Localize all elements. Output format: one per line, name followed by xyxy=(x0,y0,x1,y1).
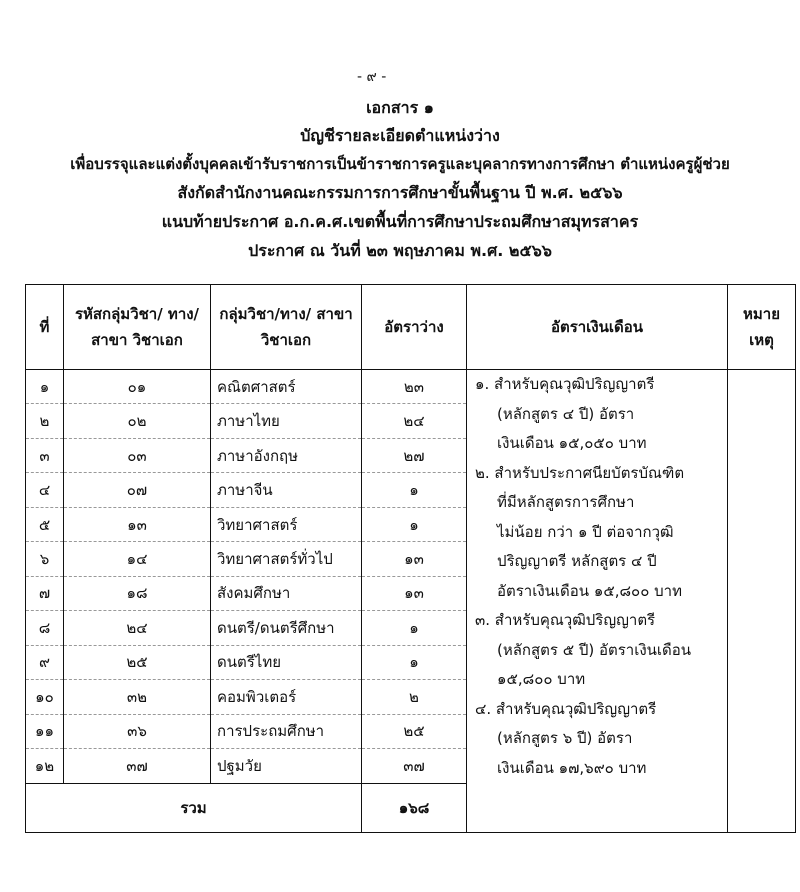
total-remark-empty xyxy=(728,783,796,832)
cell-no: ๗ xyxy=(26,576,64,610)
cell-group: ดนตรีไทย xyxy=(211,645,362,679)
cell-no: ๖ xyxy=(26,542,64,576)
cell-rate: ๑ xyxy=(362,507,467,541)
salary-line: ไม่น้อย กว่า ๑ ปี ต่อจากวุฒิ xyxy=(497,522,674,541)
cell-rate: ๑๓ xyxy=(362,542,467,576)
cell-group: คอมพิวเตอร์ xyxy=(211,680,362,714)
cell-code: ๐๓ xyxy=(64,438,211,472)
cell-rate: ๒๗ xyxy=(362,438,467,472)
cell-no: ๒ xyxy=(26,404,64,438)
cell-rate: ๑ xyxy=(362,645,467,679)
header-group: กลุ่มวิชา/ทาง/ สาขาวิชาเอก xyxy=(211,285,362,370)
salary-line: อัตราเงินเดือน ๑๕,๘๐๐ บาท xyxy=(497,581,682,600)
cell-group: ดนตรี/ดนตรีศึกษา xyxy=(211,611,362,645)
cell-group: ภาษาไทย xyxy=(211,404,362,438)
salary-line: (หลักสูตร ๔ ปี) อัตรา xyxy=(497,404,635,423)
remark-cell xyxy=(728,370,796,784)
total-value: ๑๖๘ xyxy=(362,783,467,832)
salary-line: ปริญญาตรี หลักสูตร ๔ ปี xyxy=(497,552,657,570)
header-no: ที่ xyxy=(26,285,64,370)
cell-group: ภาษาอังกฤษ xyxy=(211,438,362,472)
cell-code: ๑๔ xyxy=(64,542,211,576)
salary-line: ๑. สำหรับคุณวุฒิปริญญาตรี xyxy=(475,375,655,393)
header-salary: อัตราเงินเดือน xyxy=(467,285,728,370)
cell-group: ปฐมวัย xyxy=(211,748,362,783)
salary-line: ที่มีหลักสูตรการศึกษา xyxy=(497,493,635,511)
cell-rate: ๒๔ xyxy=(362,404,467,438)
salary-cell xyxy=(467,370,728,784)
salary-line: ๔. สำหรับคุณวุฒิปริญญาตรี xyxy=(475,699,657,718)
cell-no: ๘ xyxy=(26,611,64,645)
cell-no: ๓ xyxy=(26,438,64,472)
cell-rate: ๒ xyxy=(362,680,467,714)
cell-no: ๑๑ xyxy=(26,714,64,748)
salary-line: เงินเดือน ๑๗,๖๙๐ บาท xyxy=(497,758,647,777)
cell-group: คณิตศาสตร์ xyxy=(211,370,362,404)
heading-line-4: สังกัดสำนักงานคณะกรรมการการศึกษาขั้นพื้นฐาน ปี พ.ศ. ๒๕๖๖ xyxy=(177,183,623,202)
cell-code: ๒๔ xyxy=(64,611,211,645)
cell-code: ๒๕ xyxy=(64,645,211,679)
total-salary-empty xyxy=(467,783,728,832)
cell-code: ๑๘ xyxy=(64,576,211,610)
cell-rate: ๓๗ xyxy=(362,748,467,783)
cell-rate: ๑ xyxy=(362,473,467,507)
header-code: รหัสกลุ่มวิชา/ ทาง/ สาขา วิชาเอก xyxy=(64,285,211,370)
cell-no: ๑๐ xyxy=(26,680,64,714)
cell-group: การประถมศึกษา xyxy=(211,714,362,748)
cell-rate: ๑๓ xyxy=(362,576,467,610)
cell-no: ๙ xyxy=(26,645,64,679)
total-label: รวม xyxy=(26,783,362,832)
cell-group: วิทยาศาสตร์ทั่วไป xyxy=(211,542,362,576)
salary-line: ๑๕,๘๐๐ บาท xyxy=(497,670,586,688)
cell-code: ๓๗ xyxy=(64,748,211,783)
cell-group: ภาษาจีน xyxy=(211,473,362,507)
cell-group: วิทยาศาสตร์ xyxy=(211,507,362,541)
cell-code: ๐๒ xyxy=(64,404,211,438)
cell-code: ๑๓ xyxy=(64,507,211,541)
heading-line-6: ประกาศ ณ วันที่ ๒๓ พฤษภาคม พ.ศ. ๒๕๖๖ xyxy=(248,241,552,260)
cell-code: ๐๑ xyxy=(64,370,211,404)
cell-group: สังคมศึกษา xyxy=(211,576,362,610)
table-row xyxy=(26,370,796,404)
vacancy-table xyxy=(25,284,796,833)
cell-rate: ๒๕ xyxy=(362,714,467,748)
cell-rate: ๑ xyxy=(362,611,467,645)
header-remark: หมาย เหตุ xyxy=(728,285,796,370)
table-header-row xyxy=(26,285,796,370)
salary-line: (หลักสูตร ๖ ปี) อัตรา xyxy=(497,729,633,747)
total-row xyxy=(26,783,796,832)
salary-line: ๒. สำหรับประกาศนียบัตรบัณฑิต xyxy=(475,463,685,482)
heading-line-3: เพื่อบรรจุและแต่งตั้งบุคคลเข้ารับราชการเป็นข้าราชการครูและบุคลากรทางการศึกษา ตำแหน่งครูผู้ช่วย xyxy=(70,155,730,173)
header-rate: อัตราว่าง xyxy=(362,285,467,370)
cell-no: ๔ xyxy=(26,473,64,507)
cell-rate: ๒๓ xyxy=(362,370,467,404)
cell-no: ๑๒ xyxy=(26,748,64,783)
document-subtitle: บัญชีรายละเอียดตำแหน่งว่าง xyxy=(300,126,500,145)
cell-code: ๓๒ xyxy=(64,680,211,714)
document-title: เอกสาร ๑ xyxy=(366,98,434,117)
heading-line-5: แนบท้ายประกาศ อ.ก.ค.ศ.เขตพื้นที่การศึกษาประถมศึกษาสมุทรสาคร xyxy=(161,212,639,231)
cell-no: ๑ xyxy=(26,370,64,404)
cell-code: ๐๗ xyxy=(64,473,211,507)
salary-line: (หลักสูตร ๕ ปี) อัตราเงินเดือน xyxy=(497,640,692,659)
salary-line: ๓. สำหรับคุณวุฒิปริญญาตรี xyxy=(475,611,656,629)
cell-code: ๓๖ xyxy=(64,714,211,748)
cell-no: ๕ xyxy=(26,507,64,541)
salary-line: เงินเดือน ๑๕,๐๕๐ บาท xyxy=(497,434,647,452)
page-number: - ๙ - xyxy=(357,69,387,85)
